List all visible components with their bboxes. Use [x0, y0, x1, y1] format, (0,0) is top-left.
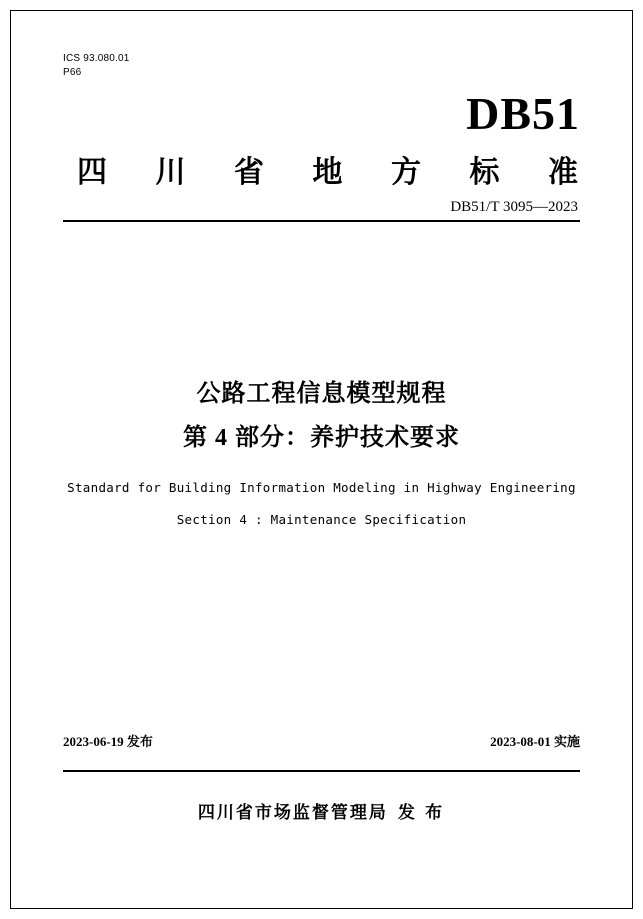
standard-name-char: 地 — [312, 156, 343, 189]
publisher-line — [0, 798, 643, 823]
standard-name-char: 准 — [548, 156, 578, 189]
standard-name — [63, 155, 580, 191]
effective-date: 2023-08-01 实施 — [490, 734, 580, 749]
standard-name-char: 标 — [469, 156, 500, 189]
standard-mark: DB51 — [466, 88, 580, 139]
date-row — [63, 731, 580, 750]
ics-number: ICS 93.080.01 — [63, 53, 130, 64]
standard-name-char: 省 — [234, 156, 264, 189]
title-english-line1: Standard for Building Information Modeling in Highway Engineering — [67, 480, 576, 495]
standard-name-char: 四 — [77, 156, 107, 189]
title-english-line2: Section 4 : Maintenance Specification — [176, 512, 467, 527]
ics-block — [63, 52, 580, 79]
standard-name-char: 方 — [391, 156, 421, 189]
cover-content — [63, 52, 580, 536]
issue-date: 2023-06-19 发布 — [63, 734, 153, 749]
footer-divider — [63, 770, 580, 772]
publisher-suffix: 发 布 — [397, 803, 446, 822]
publisher-name: 四川省市场监督管理局 — [197, 803, 388, 822]
title-chinese-line2: 第 4 部分：养护技术要求 — [183, 425, 460, 451]
standard-name-char: 川 — [155, 156, 186, 189]
title-chinese-line1: 公路工程信息模型规程 — [196, 381, 447, 407]
document-title-block — [63, 372, 580, 536]
classification-code: P66 — [63, 67, 82, 78]
header-divider — [63, 220, 580, 222]
standard-code: DB51/T 3095—2023 — [450, 199, 578, 215]
